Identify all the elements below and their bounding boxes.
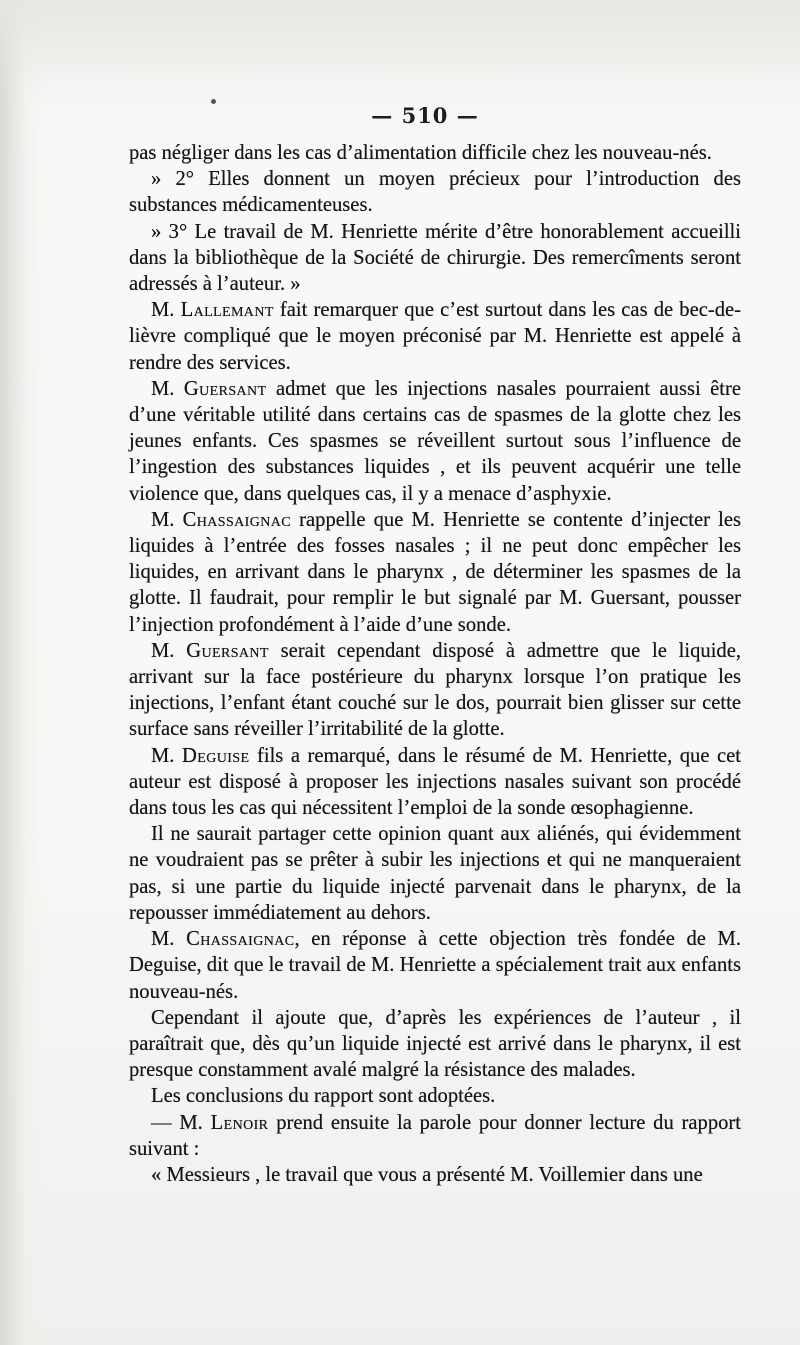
- paragraph-text: serait cependant disposé à admettre que le liquide, arrivant sur la face postérieure du pharynx lorsque l’on pratique les injections, l’enfant étant couché sur le dos, pourrait bien glisser sur cette surface sans réveiller l’irritabilité de la glotte.: [129, 639, 742, 741]
- paragraph-text: pas négliger dans les cas d’alimentation difficile chez les nouveau-nés.: [129, 142, 712, 164]
- speaker-prefix: M.: [151, 744, 175, 767]
- paragraph-text: prend ensuite la parole pour donner lecture du rapport suivant :: [129, 1111, 742, 1160]
- body-text: [129, 140, 741, 1188]
- speaker-name: Chassaignac: [182, 508, 291, 531]
- speaker-prefix: M.: [151, 928, 175, 951]
- paragraph-6: [129, 507, 741, 638]
- paragraph-9: [129, 821, 741, 926]
- paragraph-text: , en réponse à cette objection très fondée de M. Deguise, dit que le travail de M. Henriette a spécialement trait aux enfants nouveau-nés.: [129, 928, 741, 1003]
- paragraph-text: rappelle que M. Henriette se contente d’injecter les liquides à l’entrée des fosses nasales ; il ne peut donc empêcher les liquides, en arrivant dans le pharynx , de déterminer les spasmes de la glotte. Il faudrait, pour remplir le but signalé par M. Guersant, pousser l’injection profondément à l’aide d’une sonde.: [129, 508, 741, 636]
- paragraph-text: Les conclusions du rapport sont adoptées.: [151, 1085, 496, 1108]
- speaker-prefix: M.: [151, 377, 175, 400]
- speaker-name: Guersant: [183, 377, 267, 400]
- paragraph-text: Cependant il ajoute que, d’après les expériences de l’auteur , il paraîtrait que, dès qu’un liquide injecté est arrivé dans le pharynx, il est presque constamment avalé malgré la résistance des malades.: [129, 1006, 741, 1082]
- paragraph-14: [129, 1162, 741, 1188]
- paragraph-text: « Messieurs , le travail que vous a présenté M. Voillemier dans une: [151, 1163, 703, 1186]
- paragraph-8: [129, 743, 741, 822]
- paragraph-text: fils a remarqué, dans le résumé de M. Henriette, que cet auteur est disposé à proposer les injections nasales suivant son procédé dans tous les cas qui nécessitent l’emploi de la sonde œsophagienne.: [129, 744, 741, 820]
- paragraph-2: [129, 166, 741, 218]
- paragraph-4: [129, 297, 741, 376]
- paragraph-7: [129, 638, 741, 743]
- paragraph-12: [129, 1083, 741, 1109]
- speaker-prefix: — M.: [151, 1111, 203, 1134]
- page-top-shadow: [0, 0, 800, 90]
- speaker-name: Deguise: [182, 744, 250, 767]
- page-number: — 510 —: [371, 103, 479, 128]
- paragraph-3: [129, 219, 741, 298]
- paragraph-1: [129, 140, 741, 166]
- paragraph-text: admet que les injections nasales pourraient aussi être d’une véritable utilité dans certains cas de spasmes de la glotte chez les jeunes enfants. Ces spasmes se réveillent surtout sous l’influence de l’ingestion des substances liquides , et ils peuvent acquérir une telle violence que, dans quelques cas, il y a menace d’asphyxie.: [129, 377, 741, 505]
- paragraph-text: fait remarquer que c’est surtout dans les cas de bec-de-lièvre compliqué que le moyen préconisé par M. Henriette est appelé à rendre des services.: [129, 299, 742, 374]
- paragraph-10: [129, 926, 741, 1005]
- page-edge-shadow: [0, 0, 42, 1345]
- paragraph-text: » 3° Le travail de M. Henriette mérite d’être honorablement accueilli dans la bibliothèque de la Société de chirurgie. Des remercîments seront adressés à l’auteur. »: [129, 220, 741, 296]
- speaker-name: Lenoir: [210, 1111, 269, 1134]
- speaker-prefix: M.: [151, 508, 175, 531]
- speaker-prefix: M.: [151, 639, 175, 662]
- paragraph-text: Il ne saurait partager cette opinion quant aux aliénés, qui évidemment ne voudraient pas se prêter à subir les injections et qui ne manqueraient pas, si une partie du liquide injecté parvenait dans le pharynx, de la repousser immédiatement au dehors.: [129, 823, 741, 924]
- speaker-name: Guersant: [186, 639, 269, 662]
- paragraph-text: » 2° Elles donnent un moyen précieux pour l’introduction des substances médicamenteuses.: [129, 168, 741, 217]
- paragraph-5: [129, 376, 741, 507]
- paragraph-11: [129, 1005, 741, 1084]
- speaker-name: Lallemant: [180, 299, 274, 322]
- speaker-name: Chassaignac: [186, 928, 295, 951]
- speaker-prefix: M.: [151, 299, 175, 322]
- paragraph-13: [129, 1110, 741, 1162]
